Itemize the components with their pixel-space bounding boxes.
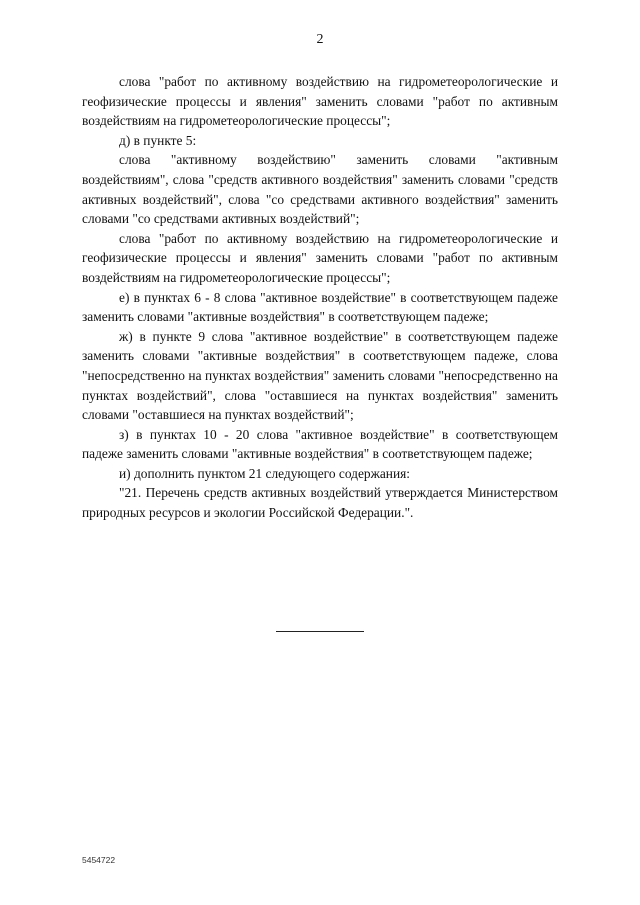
paragraph: ж) в пункте 9 слова "активное воздействие" в соответствующем падеже заменить словами "активные воздействия" в соответствующем падеже, слова "непосредственно на пунктах воздействия" заменить словами "непосредственно на пунктах воздействий", слова "оставшиеся на пунктах воздействия" заменить словами "оставшиеся на пунктах воздействий"; <box>82 328 558 423</box>
paragraph: "21. Перечень средств активных воздействий утверждается Министерством природных ресурсов и экологии Российской Федерации.". <box>82 485 558 521</box>
paragraph: д) в пункте 5: <box>119 132 197 148</box>
paragraph: и) дополнить пунктом 21 следующего содержания: <box>119 465 410 481</box>
page-number: 2 <box>316 32 324 47</box>
paragraph: слова "активному воздействию" заменить словами "активным воздействиям", слова "средств активного воздействия" заменить словами "средств активных воздействий", слова "со средствами активного воздействия" заменить словами "со средствами активных воздействий"; <box>82 152 558 227</box>
document-code: 5454722 <box>82 855 116 865</box>
paragraph: е) в пунктах 6 - 8 слова "активное воздействие" в соответствующем падеже заменить словами "активные воздействия" в соответствующем падеже; <box>82 289 558 325</box>
end-separator-line <box>276 631 364 632</box>
paragraph: слова "работ по активному воздействию на гидрометеорологические и геофизические процессы и явления" заменить словами "работ по активным воздействиям на гидрометеорологические процессы"; <box>82 74 558 129</box>
paragraph: з) в пунктах 10 - 20 слова "активное воздействие" в соответствующем падеже заменить словами "активные воздействия" в соответствующем падеже; <box>82 426 558 462</box>
document-body <box>82 72 558 523</box>
paragraph: слова "работ по активному воздействию на гидрометеорологические и геофизические процессы и явления" заменить словами "работ по активным воздействиям на гидрометеорологические процессы"; <box>82 230 558 285</box>
